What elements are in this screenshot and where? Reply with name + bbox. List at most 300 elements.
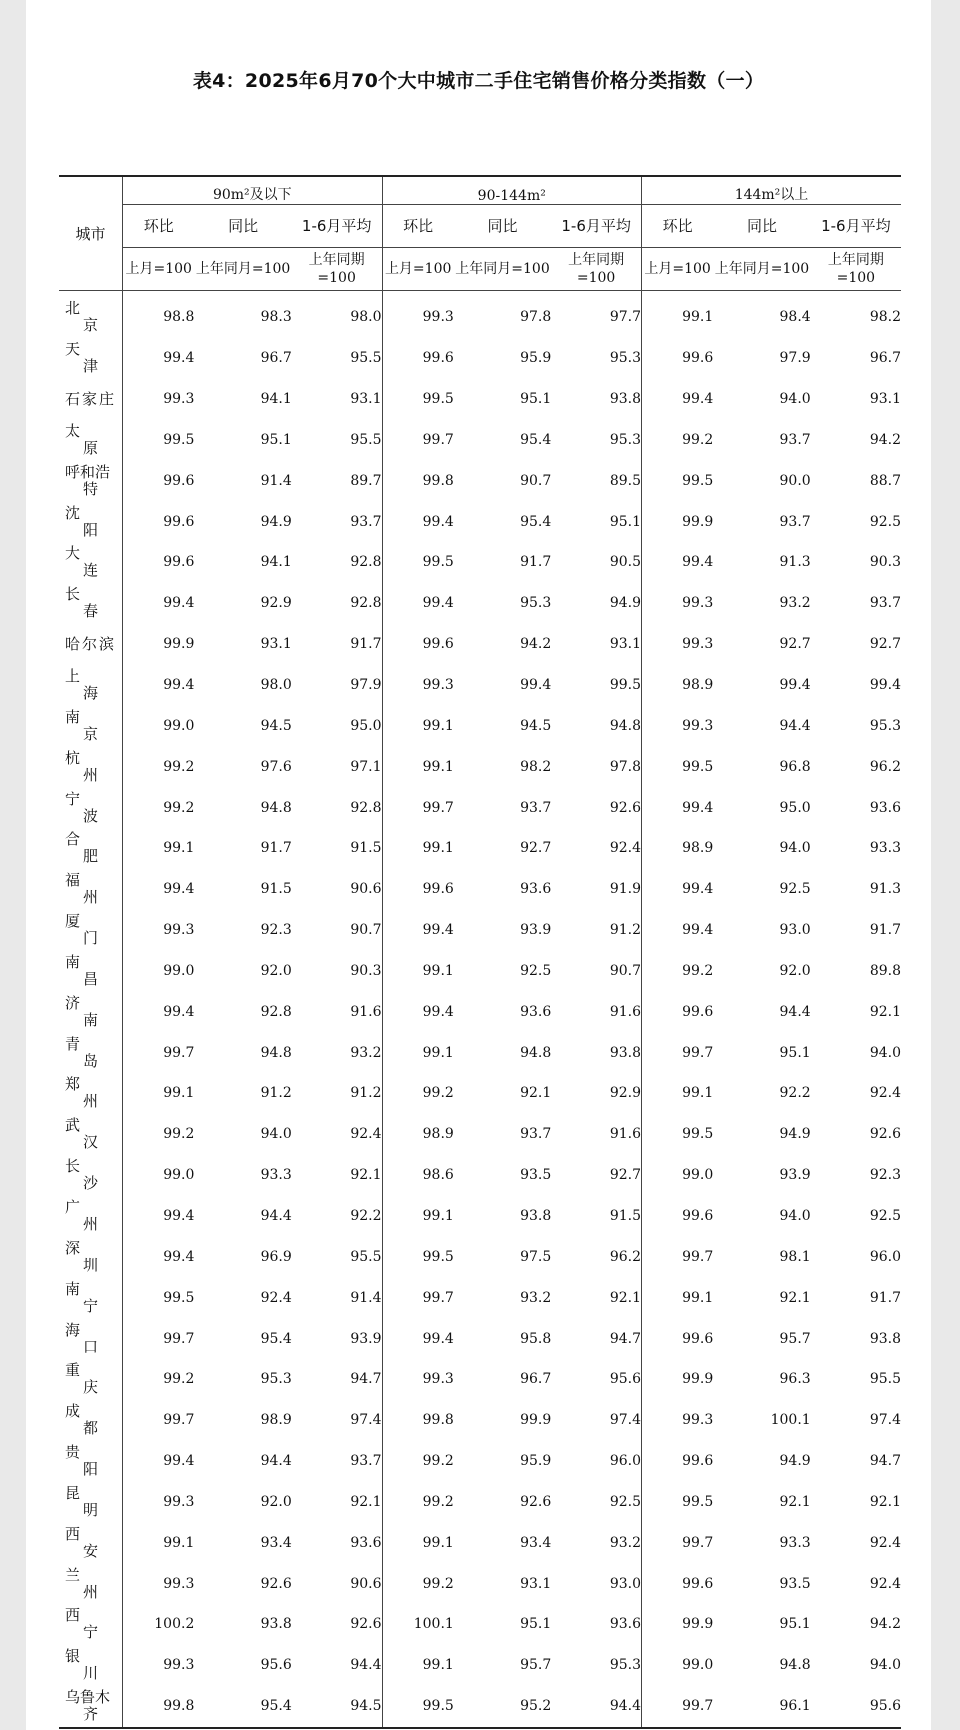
table-title: 表4：2025年6月70个大中城市二手住宅销售价格分类指数（一）: [192, 70, 765, 92]
table-row: [59, 1073, 901, 1114]
index-value: 99.4: [520, 677, 552, 694]
city-name: 兰 州: [65, 1565, 99, 1601]
index-value: 94.8: [260, 1044, 292, 1061]
sub-header-mom-1: 环比: [382, 205, 454, 248]
index-value: 99.3: [382, 665, 454, 706]
index-value: 99.4: [123, 1236, 195, 1277]
base-header-avg-2: 上年同期=100: [811, 248, 901, 291]
index-value: 94.9: [609, 595, 641, 612]
index-value: 94.1: [260, 554, 292, 571]
index-value: 93.6: [609, 1616, 641, 1633]
index-value: 95.4: [194, 1686, 291, 1728]
index-value: 94.8: [779, 1657, 811, 1674]
city-name: 海 口: [65, 1320, 99, 1356]
city-name: 长 沙: [65, 1157, 99, 1193]
table-row: [59, 1400, 901, 1441]
index-value: 94.5: [520, 717, 552, 734]
index-value: 95.3: [260, 1371, 292, 1388]
index-value: 94.8: [609, 717, 641, 734]
index-value: 95.6: [260, 1657, 292, 1674]
index-value: 93.2: [520, 1289, 552, 1306]
index-value: 93.1: [609, 636, 641, 653]
index-value: 99.1: [641, 1073, 713, 1114]
index-value: 98.2: [520, 758, 552, 775]
index-value: 92.4: [869, 1575, 901, 1592]
index-value: 99.8: [123, 1686, 195, 1728]
table-row: [59, 1522, 901, 1563]
index-value: 96.7: [869, 350, 901, 367]
index-value: 99.5: [641, 746, 713, 787]
sub-header-mom-2: 环比: [641, 205, 713, 248]
index-value: 91.2: [350, 1085, 382, 1102]
index-value: 92.7: [520, 840, 552, 857]
index-value: 99.9: [123, 624, 195, 665]
index-value: 99.2: [641, 420, 713, 461]
index-value: 99.6: [123, 460, 195, 501]
index-value: 97.4: [609, 1412, 641, 1429]
index-value: 94.9: [779, 1453, 811, 1470]
index-value: 94.2: [520, 636, 552, 653]
index-value: 99.5: [382, 1236, 454, 1277]
table-row: [59, 665, 901, 706]
city-name: 银 川: [65, 1647, 99, 1683]
index-value: 92.8: [350, 595, 382, 612]
index-value: 93.7: [520, 799, 552, 816]
city-name: 重 庆: [65, 1361, 99, 1397]
index-value: 94.2: [869, 1616, 901, 1633]
group-header-large: 144m²以上: [641, 176, 901, 205]
index-value: 92.0: [260, 962, 292, 979]
table-row: [59, 1441, 901, 1482]
index-value: 92.3: [869, 1167, 901, 1184]
table-row: [59, 1277, 901, 1318]
city-name: 西 安: [65, 1524, 99, 1560]
index-value: 95.6: [609, 1371, 641, 1388]
index-value: 96.2: [609, 1248, 641, 1265]
index-value: 94.7: [609, 1330, 641, 1347]
index-value: 92.5: [869, 1207, 901, 1224]
index-value: 97.9: [350, 677, 382, 694]
table-row: [59, 420, 901, 461]
index-value: 95.5: [350, 350, 382, 367]
index-value: 95.2: [454, 1686, 551, 1728]
index-value: 99.4: [869, 677, 901, 694]
index-value: 94.0: [869, 1657, 901, 1674]
index-value: 99.7: [641, 1686, 713, 1728]
index-value: 91.7: [520, 554, 552, 571]
index-value: 99.3: [123, 1481, 195, 1522]
index-value: 91.7: [350, 636, 382, 653]
index-value: 99.6: [641, 338, 713, 379]
group-header-medium: 90-144m²: [382, 176, 641, 205]
index-value: 92.6: [350, 1616, 382, 1633]
index-value: 90.6: [350, 1575, 382, 1592]
city-name: 深 圳: [65, 1238, 99, 1274]
index-value: 99.8: [382, 460, 454, 501]
index-value: 99.7: [123, 1032, 195, 1073]
index-value: 93.7: [350, 1453, 382, 1470]
index-value: 93.7: [779, 513, 811, 530]
index-value: 99.4: [641, 787, 713, 828]
index-value: 93.7: [350, 513, 382, 530]
index-value: 95.5: [869, 1371, 901, 1388]
index-value: 91.7: [869, 1289, 901, 1306]
city-name: 贵 阳: [65, 1443, 99, 1479]
index-value: 97.5: [520, 1248, 552, 1265]
index-value: 92.8: [350, 554, 382, 571]
index-value: 99.9: [641, 501, 713, 542]
index-value: 99.7: [641, 1522, 713, 1563]
index-value: 94.9: [260, 513, 292, 530]
index-value: 99.6: [641, 1318, 713, 1359]
index-value: 99.0: [123, 951, 195, 992]
base-header-mom-1: 上月=100: [382, 248, 454, 291]
index-value: 94.4: [350, 1657, 382, 1674]
index-value: 99.1: [382, 705, 454, 746]
index-value: 97.4: [869, 1412, 901, 1429]
index-value: 97.4: [350, 1412, 382, 1429]
index-value: 94.2: [869, 431, 901, 448]
index-value: 92.1: [869, 1493, 901, 1510]
index-value: 94.5: [292, 1686, 382, 1728]
index-value: 91.4: [350, 1289, 382, 1306]
table-row: [59, 624, 901, 665]
index-value: 92.6: [609, 799, 641, 816]
index-value: 99.1: [382, 1032, 454, 1073]
index-value: 99.7: [382, 1277, 454, 1318]
index-value: 95.7: [779, 1330, 811, 1347]
city-name: 成 都: [65, 1402, 99, 1438]
index-value: 99.0: [641, 1155, 713, 1196]
table-row: [59, 1318, 901, 1359]
table-row: [59, 991, 901, 1032]
index-value: 95.0: [350, 717, 382, 734]
index-value: 95.4: [260, 1330, 292, 1347]
table-row: [59, 1032, 901, 1073]
table-row: [59, 542, 901, 583]
index-value: 98.0: [260, 677, 292, 694]
index-value: 91.3: [869, 881, 901, 898]
index-value: 92.3: [260, 922, 292, 939]
index-value: 96.1: [713, 1686, 810, 1728]
sub-header-avg-2: 1-6月平均: [811, 205, 901, 248]
table-row: [59, 460, 901, 501]
index-value: 99.6: [123, 542, 195, 583]
index-value: 99.4: [382, 991, 454, 1032]
city-name: 长 春: [65, 585, 99, 621]
city-name: 武 汉: [65, 1116, 99, 1152]
city-name: 合 肥: [65, 830, 99, 866]
index-value: 99.4: [382, 501, 454, 542]
index-value: 93.4: [260, 1534, 292, 1551]
index-value: 89.8: [869, 962, 901, 979]
index-value: 99.5: [382, 542, 454, 583]
index-value: 98.8: [123, 291, 195, 338]
index-value: 93.5: [520, 1167, 552, 1184]
index-value: 99.3: [382, 291, 454, 338]
index-value: 92.1: [520, 1085, 552, 1102]
index-value: 93.6: [520, 881, 552, 898]
index-value: 95.1: [520, 391, 552, 408]
index-value: 90.7: [350, 922, 382, 939]
index-value: 99.5: [641, 1481, 713, 1522]
index-value: 98.6: [382, 1155, 454, 1196]
city-name: 沈 阳: [65, 503, 99, 539]
table-row: [59, 787, 901, 828]
index-value: 94.8: [520, 1044, 552, 1061]
city-name: 太 原: [65, 421, 99, 457]
index-value: 94.4: [779, 717, 811, 734]
index-value: 99.1: [123, 1073, 195, 1114]
index-value: 92.0: [779, 962, 811, 979]
index-value: 98.2: [869, 309, 901, 326]
index-value: 95.0: [779, 799, 811, 816]
city-name: 大 连: [65, 544, 99, 580]
index-value: 99.6: [641, 1196, 713, 1237]
index-value: 91.5: [260, 881, 292, 898]
index-value: 99.7: [641, 1032, 713, 1073]
table-row: [59, 1155, 901, 1196]
index-value: 99.1: [382, 1522, 454, 1563]
table-row: [59, 379, 901, 420]
index-value: 95.5: [350, 431, 382, 448]
index-value: 99.4: [641, 869, 713, 910]
index-value: 99.6: [123, 501, 195, 542]
index-value: 90.5: [609, 554, 641, 571]
index-value: 96.0: [869, 1248, 901, 1265]
city-name: 广 州: [65, 1197, 99, 1233]
index-value: 94.0: [779, 840, 811, 857]
index-value: 90.7: [609, 962, 641, 979]
sub-header-avg-1: 1-6月平均: [551, 205, 641, 248]
index-value: 93.2: [609, 1534, 641, 1551]
index-value: 99.1: [382, 1645, 454, 1686]
index-value: 91.6: [609, 1003, 641, 1020]
table-row: [59, 291, 901, 338]
index-value: 93.0: [779, 922, 811, 939]
index-value: 91.5: [350, 840, 382, 857]
index-value: 94.0: [260, 1126, 292, 1143]
city-name: 昆 明: [65, 1483, 99, 1519]
index-value: 99.4: [382, 583, 454, 624]
index-value: 99.1: [382, 828, 454, 869]
index-value: 99.3: [641, 583, 713, 624]
index-value: 99.4: [641, 910, 713, 951]
index-value: 92.7: [869, 636, 901, 653]
index-value: 95.1: [260, 431, 292, 448]
index-value: 99.9: [641, 1604, 713, 1645]
price-index-table: [59, 175, 901, 1729]
index-value: 94.4: [260, 1453, 292, 1470]
index-value: 99.7: [123, 1400, 195, 1441]
index-value: 92.6: [520, 1493, 552, 1510]
index-value: 96.9: [260, 1248, 292, 1265]
index-value: 96.0: [609, 1453, 641, 1470]
index-value: 98.0: [350, 309, 382, 326]
index-value: 99.3: [641, 1400, 713, 1441]
index-value: 91.2: [260, 1085, 292, 1102]
index-value: 99.3: [123, 910, 195, 951]
city-name: 厦 门: [65, 912, 99, 948]
city-name: 南 宁: [65, 1279, 99, 1315]
index-value: 99.5: [382, 1686, 454, 1728]
index-value: 92.5: [779, 881, 811, 898]
table-row: [59, 501, 901, 542]
table-row: [59, 1359, 901, 1400]
index-value: 99.4: [123, 991, 195, 1032]
index-value: 99.2: [382, 1563, 454, 1604]
index-value: 99.1: [382, 1196, 454, 1237]
table-row: [59, 910, 901, 951]
index-value: 99.3: [123, 1563, 195, 1604]
index-value: 93.1: [520, 1575, 552, 1592]
index-value: 99.3: [641, 705, 713, 746]
index-value: 98.9: [382, 1114, 454, 1155]
index-value: 94.0: [869, 1044, 901, 1061]
index-value: 99.6: [641, 1563, 713, 1604]
index-value: 95.5: [350, 1248, 382, 1265]
index-value: 99.7: [382, 420, 454, 461]
index-value: 90.6: [350, 881, 382, 898]
base-header-mom-2: 上月=100: [641, 248, 713, 291]
base-header-avg-0: 上年同期=100: [292, 248, 382, 291]
city-column-header: 城市: [59, 176, 123, 291]
index-value: 93.8: [520, 1207, 552, 1224]
index-value: 99.3: [382, 1359, 454, 1400]
index-value: 94.0: [779, 391, 811, 408]
index-value: 94.4: [260, 1207, 292, 1224]
table-row: [59, 1236, 901, 1277]
index-value: 95.3: [609, 431, 641, 448]
index-value: 97.8: [520, 309, 552, 326]
index-value: 99.5: [123, 1277, 195, 1318]
index-value: 99.4: [123, 338, 195, 379]
index-value: 97.1: [350, 758, 382, 775]
index-value: 99.5: [641, 1114, 713, 1155]
index-value: 93.3: [260, 1167, 292, 1184]
city-name: 南 昌: [65, 952, 99, 988]
city-name: 哈尔滨: [65, 634, 117, 653]
base-header-yoy-0: 上年同月=100: [194, 248, 291, 291]
index-value: 99.4: [779, 677, 811, 694]
index-value: 92.6: [260, 1575, 292, 1592]
index-value: 94.5: [260, 717, 292, 734]
index-value: 91.2: [609, 922, 641, 939]
index-value: 93.4: [520, 1534, 552, 1551]
table-row: [59, 951, 901, 992]
index-value: 93.6: [520, 1003, 552, 1020]
index-value: 92.2: [350, 1207, 382, 1224]
index-value: 94.9: [779, 1126, 811, 1143]
index-value: 98.3: [260, 309, 292, 326]
index-value: 90.3: [869, 554, 901, 571]
index-value: 92.4: [609, 840, 641, 857]
index-value: 93.1: [260, 636, 292, 653]
index-value: 92.4: [260, 1289, 292, 1306]
index-value: 97.9: [779, 350, 811, 367]
index-value: 99.6: [641, 1441, 713, 1482]
index-value: 99.0: [641, 1645, 713, 1686]
index-value: 99.2: [382, 1073, 454, 1114]
base-header-mom-0: 上月=100: [123, 248, 195, 291]
index-value: 99.5: [382, 379, 454, 420]
index-value: 91.9: [609, 881, 641, 898]
index-value: 95.6: [811, 1686, 901, 1728]
city-name: 南 京: [65, 707, 99, 743]
index-value: 99.5: [123, 420, 195, 461]
index-value: 99.2: [123, 1114, 195, 1155]
table-row: [59, 746, 901, 787]
index-value: 98.1: [779, 1248, 811, 1265]
index-value: 93.3: [869, 840, 901, 857]
index-value: 99.1: [123, 828, 195, 869]
index-value: 99.2: [382, 1481, 454, 1522]
index-value: 95.1: [520, 1616, 552, 1633]
index-value: 95.9: [520, 1453, 552, 1470]
index-value: 92.6: [869, 1126, 901, 1143]
index-value: 92.1: [779, 1493, 811, 1510]
index-value: 94.8: [260, 799, 292, 816]
index-value: 96.8: [779, 758, 811, 775]
table-row: [59, 1686, 901, 1728]
index-value: 100.2: [123, 1604, 195, 1645]
table-row: [59, 705, 901, 746]
table-row: [59, 1481, 901, 1522]
index-value: 98.9: [641, 665, 713, 706]
index-value: 92.4: [869, 1534, 901, 1551]
index-value: 89.7: [350, 472, 382, 489]
index-value: 92.2: [779, 1085, 811, 1102]
index-value: 95.9: [520, 350, 552, 367]
index-value: 93.9: [350, 1330, 382, 1347]
index-value: 90.7: [520, 472, 552, 489]
index-value: 99.3: [123, 1645, 195, 1686]
index-value: 99.4: [123, 583, 195, 624]
index-value: 92.8: [350, 799, 382, 816]
index-value: 92.0: [260, 1493, 292, 1510]
index-value: 93.6: [350, 1534, 382, 1551]
index-value: 95.3: [869, 717, 901, 734]
city-name: 西 宁: [65, 1606, 99, 1642]
index-value: 96.7: [260, 350, 292, 367]
index-value: 99.6: [382, 624, 454, 665]
index-value: 99.7: [382, 787, 454, 828]
index-value: 98.9: [641, 828, 713, 869]
index-value: 99.8: [382, 1400, 454, 1441]
index-value: 93.1: [350, 391, 382, 408]
index-value: 99.1: [641, 291, 713, 338]
table-row: [59, 338, 901, 379]
sub-header-mom-0: 环比: [123, 205, 195, 248]
index-value: 95.1: [779, 1616, 811, 1633]
index-value: 93.8: [869, 1330, 901, 1347]
index-value: 97.6: [260, 758, 292, 775]
index-value: 99.1: [382, 951, 454, 992]
index-value: 95.3: [520, 595, 552, 612]
index-value: 99.3: [641, 624, 713, 665]
index-value: 94.4: [779, 1003, 811, 1020]
index-value: 94.1: [260, 391, 292, 408]
table-row: [59, 583, 901, 624]
index-value: 99.9: [641, 1359, 713, 1400]
index-value: 93.0: [609, 1575, 641, 1592]
table-row: [59, 1604, 901, 1645]
city-name: 天 津: [65, 340, 99, 376]
index-value: 99.2: [641, 951, 713, 992]
sub-header-yoy-2: 同比: [713, 205, 810, 248]
index-value: 99.1: [123, 1522, 195, 1563]
index-value: 93.7: [520, 1126, 552, 1143]
